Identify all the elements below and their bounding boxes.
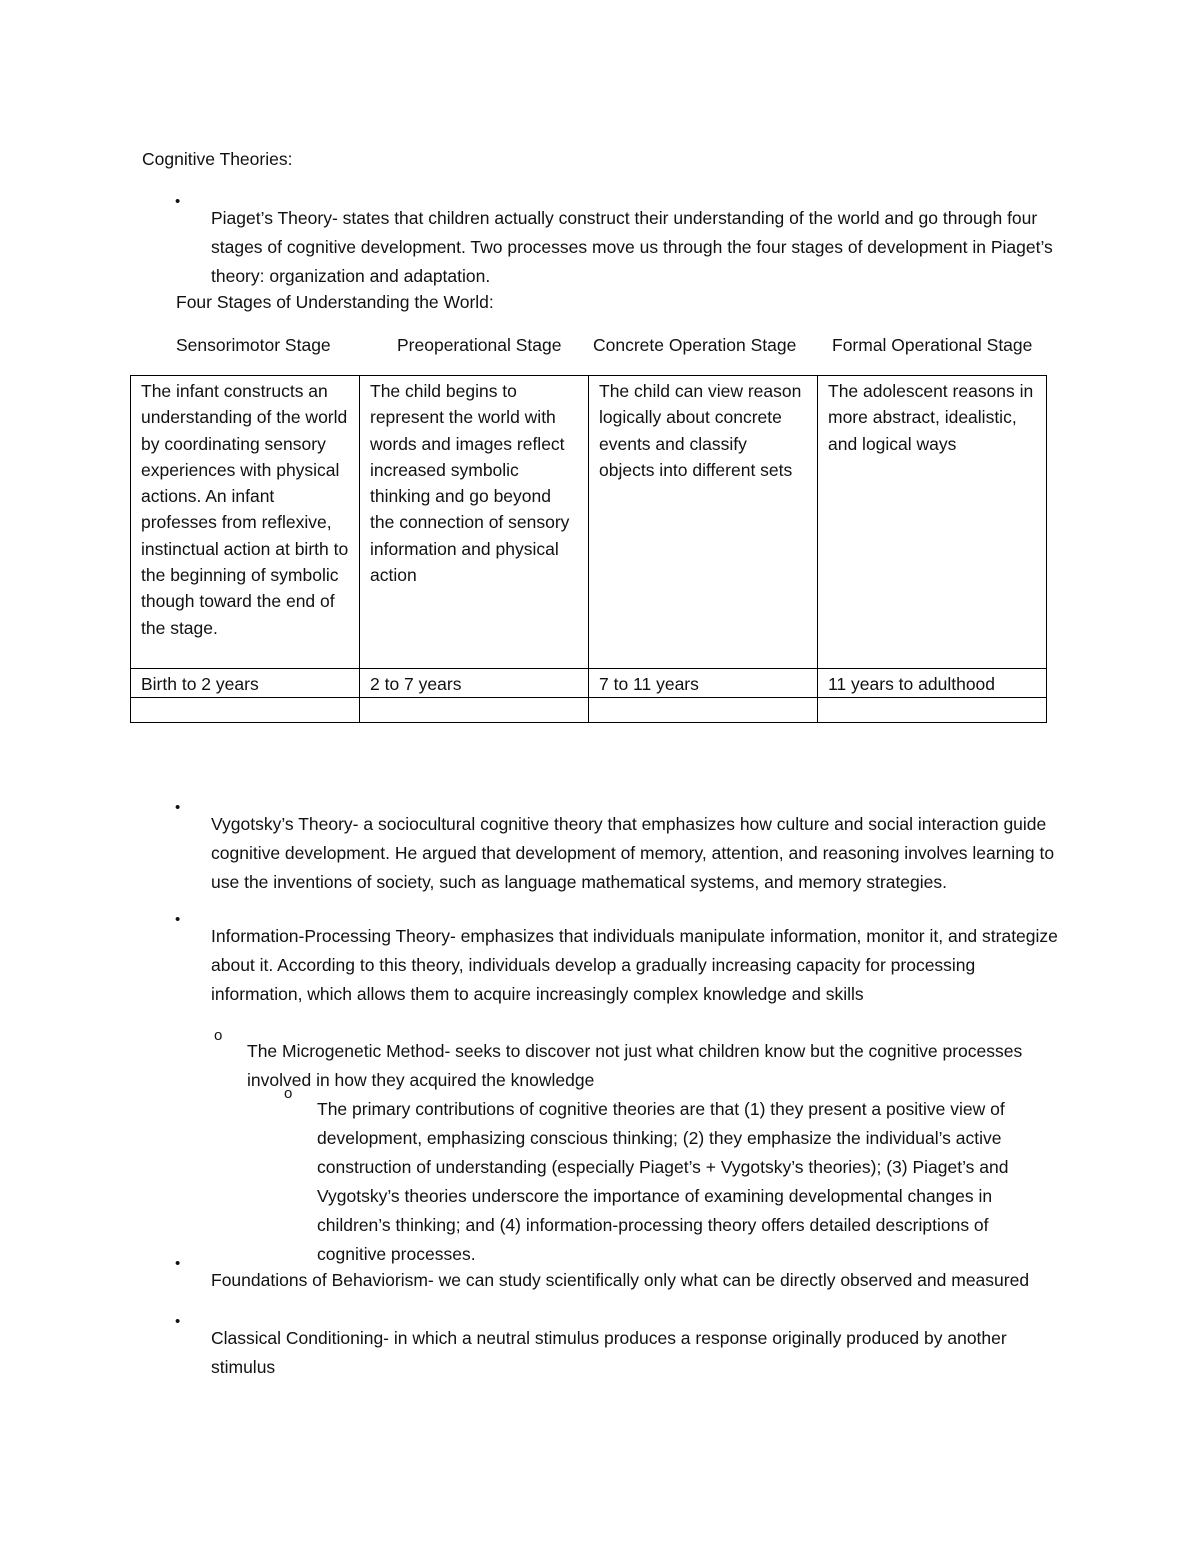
table-cell-empty (818, 698, 1047, 723)
table-row-descriptions (131, 376, 1047, 669)
stage-headers (0, 331, 1200, 360)
section-heading: Cognitive Theories: (142, 149, 293, 169)
table-cell-empty (131, 698, 360, 723)
bullet-marker: • (175, 799, 181, 816)
stage-header-preoperational: Preoperational Stage (397, 335, 562, 355)
table-cell-empty (589, 698, 818, 723)
bullet-marker: • (175, 193, 181, 210)
table-cell-sensorimotor-age: Birth to 2 years (131, 669, 360, 698)
table-cell-preoperational-age: 2 to 7 years (360, 669, 589, 698)
bullet-marker: • (175, 1313, 181, 1330)
table-cell-formal-desc: The adolescent reasons in more abstract, idealistic, and logical ways (818, 376, 1047, 669)
stages-title: Four Stages of Understanding the World: (176, 292, 494, 312)
table-cell-preoperational-desc: The child begins to represent the world with words and images reflect increased symbolic thinking and go beyond the connection of sensory information and physical action (360, 376, 589, 669)
table-cell-concrete-desc: The child can view reason logically about concrete events and classify objects into different sets (589, 376, 818, 669)
behaviorism-text: Foundations of Behaviorism- we can study scientifically only what can be directly observed and measured (211, 1269, 1030, 1290)
stage-header-sensorimotor: Sensorimotor Stage (176, 335, 331, 355)
microgenetic-method-text: The Microgenetic Method- seeks to discover not just what children know but the cognitive processes involved in how they acquired the knowledge (247, 1040, 1023, 1090)
table-row-empty (131, 698, 1047, 723)
table-row-ages (131, 669, 1047, 698)
sub-bullet-marker: o (214, 1027, 223, 1044)
bullet-marker: • (175, 911, 181, 928)
contributions-text: The primary contributions of cognitive theories are that (1) they present a positive view of development, emphasizing conscious thinking; (2) they emphasize the individual’s active construction of understanding (especially Piaget’s + Vygotsky’s theories); (3) Piaget’s and Vygotsky’s theories underscore the importance of examining developmental changes in children’s thinking; and (4) information-processing theory offers detailed descriptions of cognitive processes. (317, 1098, 1009, 1264)
sub-bullet-marker: o (284, 1085, 293, 1102)
stage-header-concrete: Concrete Operation Stage (593, 335, 797, 355)
bullet-marker: • (175, 1255, 181, 1272)
table-cell-formal-age: 11 years to adulthood (818, 669, 1047, 698)
table-cell-concrete-age: 7 to 11 years (589, 669, 818, 698)
table-cell-empty (360, 698, 589, 723)
classical-conditioning-text: Classical Conditioning- in which a neutral stimulus produces a response originally produced by another stimulus (211, 1327, 1007, 1377)
vygotsky-theory-text: Vygotsky’s Theory- a sociocultural cognitive theory that emphasizes how culture and social interaction guide cognitive development. He argued that development of memory, attention, and reasoning involves learning to use the inventions of society, such as language mathematical systems, and memory strategies. (211, 813, 1055, 892)
table-cell-sensorimotor-desc: The infant constructs an understanding of the world by coordinating sensory experiences with physical actions. An infant professes from reflexive, instinctual action at birth to the beginning of symbolic though toward the end of the stage. (131, 376, 360, 669)
stages-table (130, 375, 1047, 723)
stage-header-formal: Formal Operational Stage (832, 335, 1033, 355)
information-processing-text: Information-Processing Theory- emphasizes that individuals manipulate information, monitor it, and strategize about it. According to this theory, individuals develop a gradually increasing capacity for processing information, which allows them to acquire increasingly complex knowledge and skills (211, 925, 1058, 1004)
piaget-theory-text: Piaget’s Theory- states that children actually construct their understanding of the world and go through four stages of cognitive development. Two processes move us through the four stages of development in Piaget’s theory: organization and adaptation. (211, 207, 1053, 286)
